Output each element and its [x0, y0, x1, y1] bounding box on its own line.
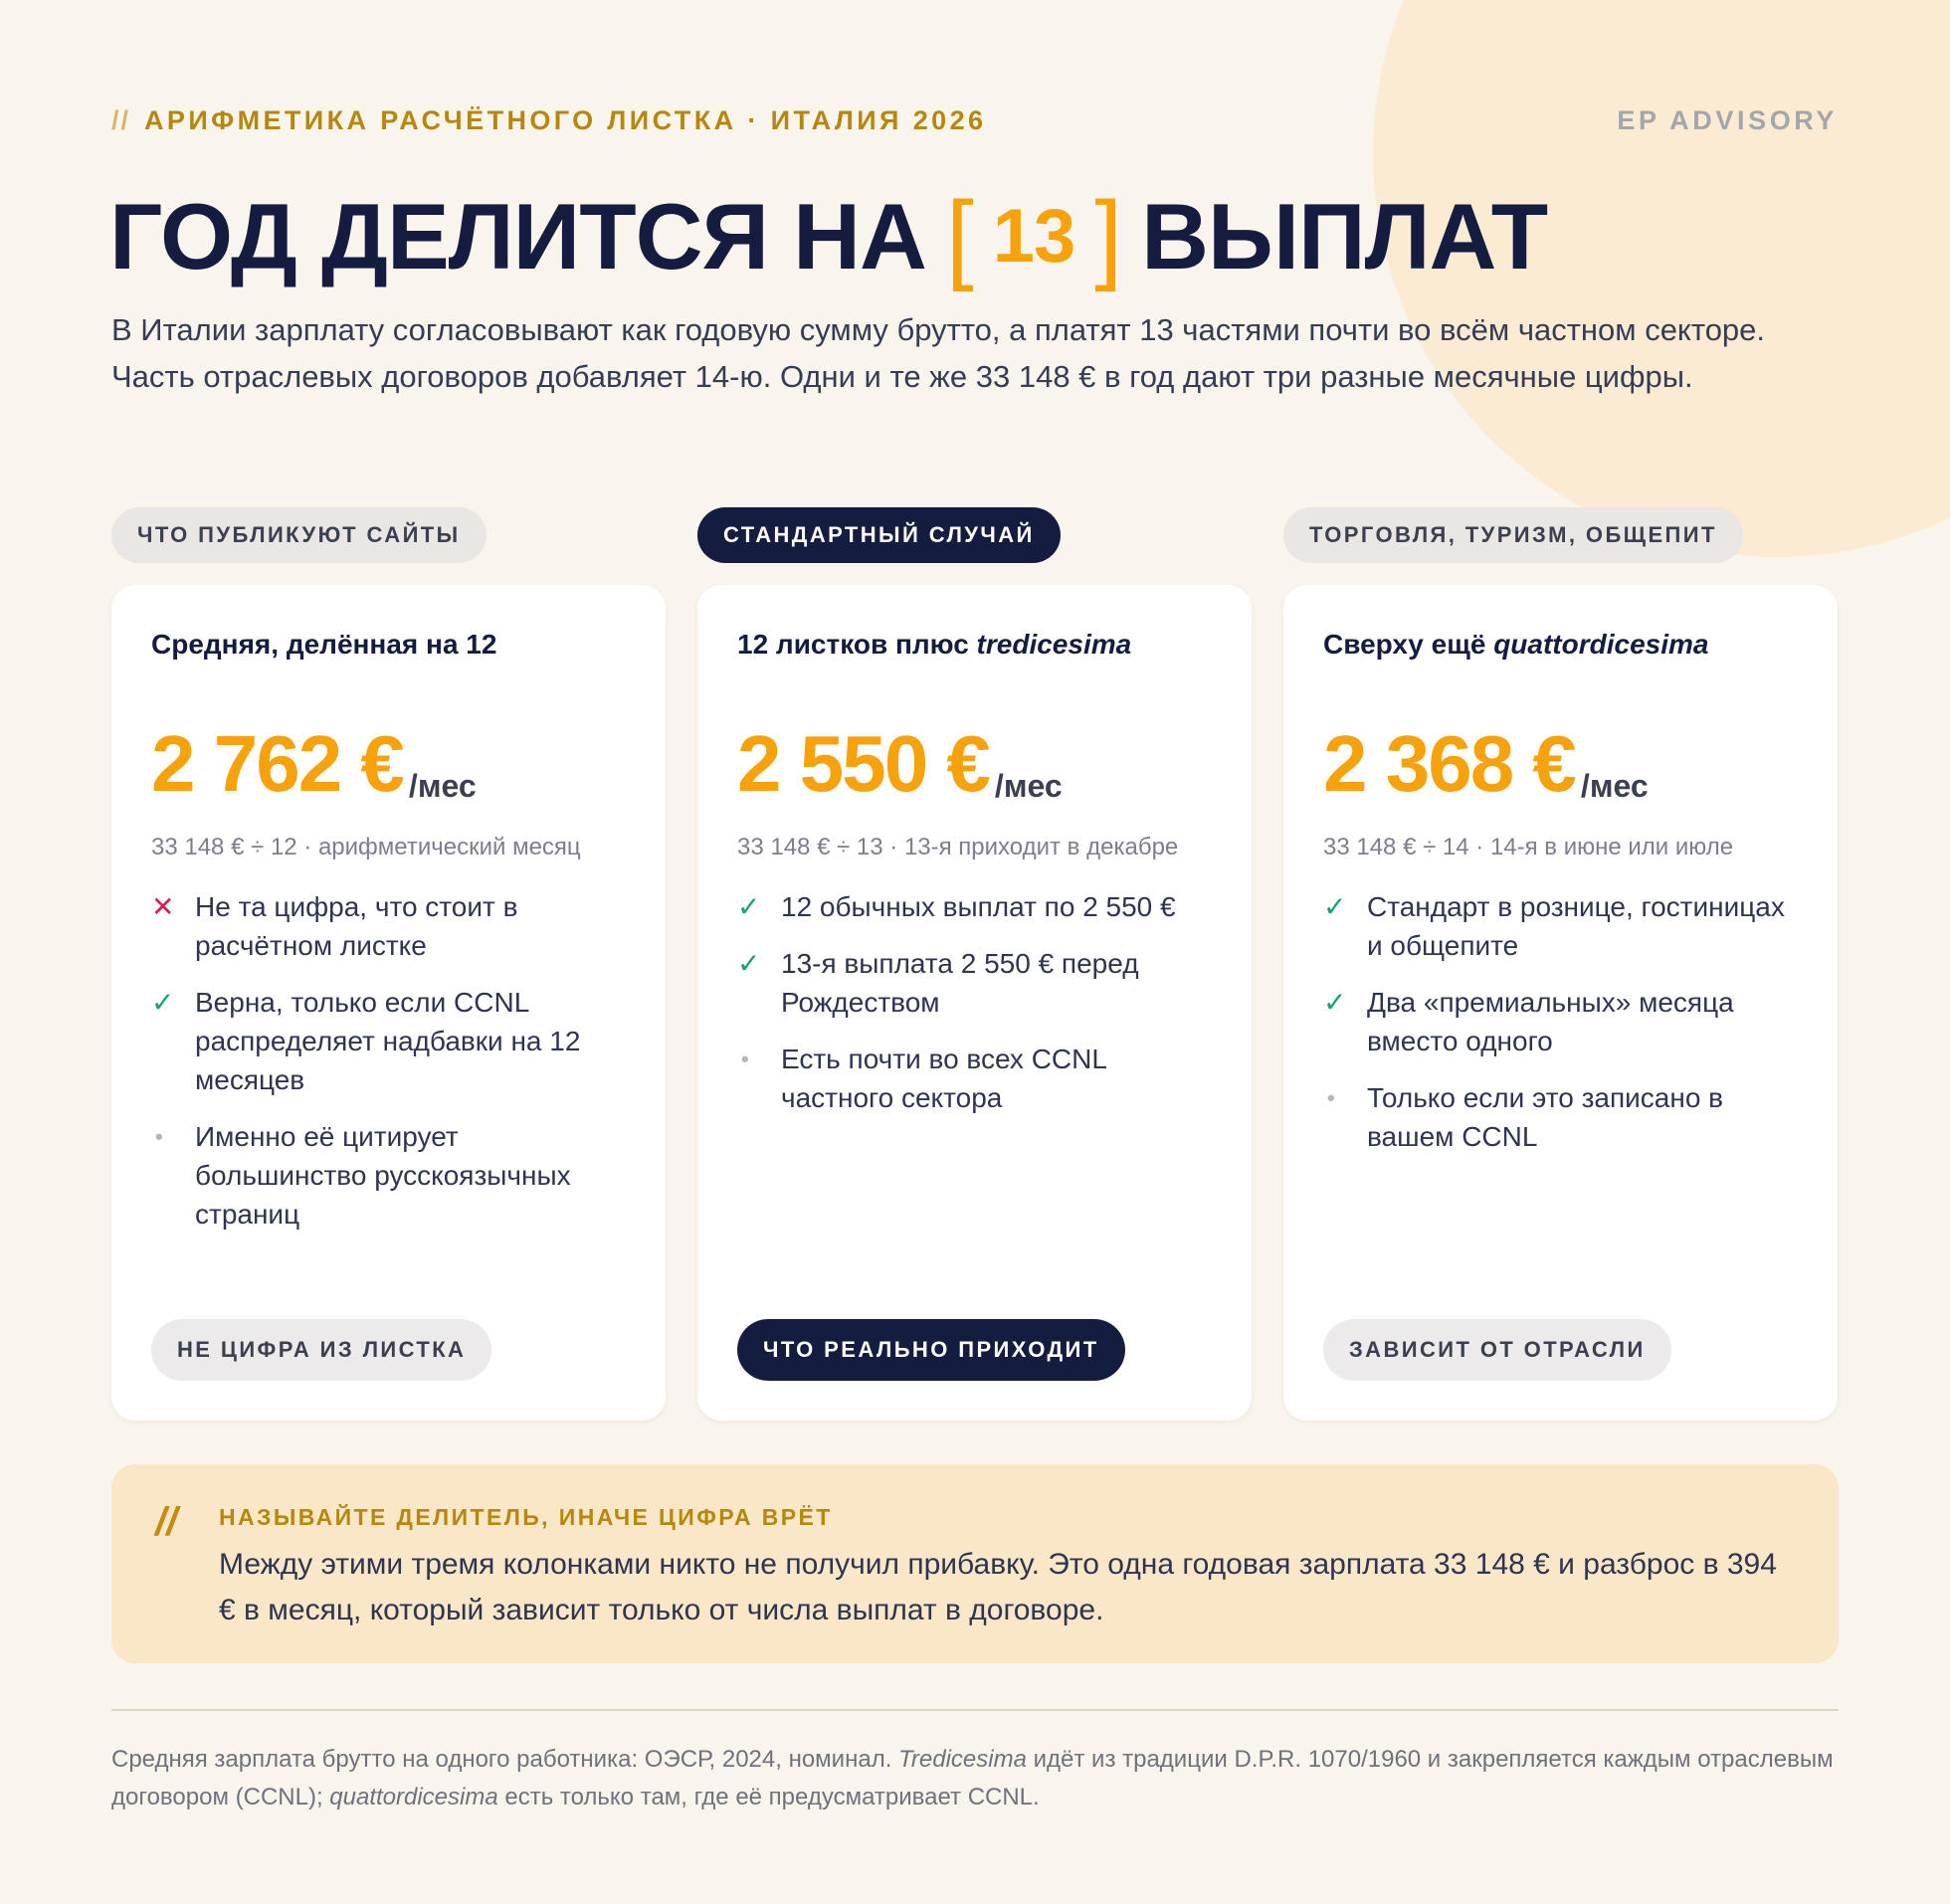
kicker-slashes: // — [111, 105, 131, 135]
check-icon: ✓ — [1323, 891, 1347, 922]
calculation-note: 33 148 € ÷ 12 · арифметический месяц — [151, 834, 581, 860]
monthly-amount: 2 550 € — [737, 719, 989, 808]
footnote-term-tredicesima: Tredicesima — [898, 1746, 1027, 1773]
callout-box — [111, 1464, 1839, 1663]
amount-row — [1323, 712, 1798, 812]
bullet-item — [1323, 1078, 1798, 1156]
divider — [111, 1709, 1839, 1711]
bullet-text: Два «премиальных» месяца вместо одного — [1367, 987, 1734, 1056]
kicker-text: АРИФМЕТИКА РАСЧЁТНОГО ЛИСТКА · ИТАЛИЯ 2026 — [144, 105, 987, 135]
card-heading — [1323, 625, 1798, 665]
bullet-text: Именно её цитирует большинство русскоязычных страниц — [195, 1121, 571, 1230]
cross-icon: ✕ — [151, 891, 175, 922]
card-badge-depends-on-industry: ЗАВИСИТ ОТ ОТРАСЛИ — [1323, 1319, 1671, 1381]
bullet-list — [1323, 887, 1798, 1156]
bullet-item — [151, 887, 626, 965]
bullet-item — [151, 983, 626, 1099]
callout-text: Между этими тремя колонками никто не получил прибавку. Это одна годовая зарплата 33 148 € и разброс в 394 € в месяц, который зависит только от числа выплат в договоре. — [219, 1548, 1777, 1626]
card-heading-text: 12 листков плюс — [737, 629, 977, 660]
bullet-item — [737, 887, 1212, 926]
check-icon: ✓ — [1323, 987, 1347, 1018]
footnote-text: есть только там, где её предусматривает CCNL. — [497, 1784, 1040, 1810]
column-tag-standard: СТАНДАРТНЫЙ СЛУЧАЙ — [697, 507, 1061, 563]
bullet-text: Не та цифра, что стоит в расчётном листке — [195, 891, 518, 961]
bullet-text: Есть почти во всех CCNL частного сектора — [781, 1044, 1106, 1113]
amount-row — [737, 712, 1212, 812]
bullet-text: Стандарт в рознице, гостиницах и общепите — [1367, 891, 1785, 961]
title-part-2: ВЫПЛАТ — [1141, 184, 1548, 288]
card-badge-not-payslip: НЕ ЦИФРА ИЗ ЛИСТКА — [151, 1319, 491, 1381]
title-bracket-open: [ — [945, 181, 973, 292]
lead-paragraph: В Италии зарплату согласовывают как годовую сумму брутто, а платят 13 частями почти во всём частном секторе. Часть отраслевых договоров добавляет 14-ю. Одни и те же 33 148 € в год дают три разные месячные цифры. — [111, 312, 1766, 394]
title-bracket-close: ] — [1094, 181, 1122, 292]
title-number-group — [945, 181, 1122, 292]
bullet-text: 13-я выплата 2 550 € перед Рождеством — [781, 948, 1139, 1018]
column-tag-sites: ЧТО ПУБЛИКУЮТ САЙТЫ — [111, 507, 487, 563]
card-heading-text: Сверху ещё — [1323, 629, 1494, 660]
card-heading-italic: quattordicesima — [1493, 629, 1709, 660]
title-number: 13 — [992, 194, 1075, 279]
bullet-list — [737, 887, 1212, 1117]
card-heading-italic: tredicesima — [976, 629, 1132, 660]
per-month-label: /мес — [994, 768, 1063, 804]
card-badge-actual-payment: ЧТО РЕАЛЬНО ПРИХОДИТ — [737, 1319, 1125, 1381]
bullet-text: Только если это записано в вашем CCNL — [1367, 1082, 1724, 1152]
title-part-1: ГОД ДЕЛИТСЯ НА — [109, 184, 926, 288]
bullet-item — [151, 1117, 626, 1234]
page-title — [109, 181, 1548, 292]
footnote-text: идёт из традиции D.P.R. 1070/1960 и закрепляется каждым отраслевым договором (CCNL); — [111, 1746, 1834, 1810]
bullet-text: Верна, только если CCNL распределяет надбавки на 12 месяцев — [195, 987, 581, 1095]
monthly-amount: 2 762 € — [151, 719, 403, 808]
bullet-item — [737, 944, 1212, 1022]
brand-name: EP ADVISORY — [1617, 105, 1838, 135]
bullet-item — [1323, 887, 1798, 965]
dot-icon: • — [155, 1124, 163, 1149]
footnote — [111, 1741, 1839, 1816]
bullet-item — [737, 1040, 1212, 1117]
per-month-label: /мес — [408, 768, 477, 804]
column-tag-trade: ТОРГОВЛЯ, ТУРИЗМ, ОБЩЕПИТ — [1283, 507, 1743, 563]
callout-slashes-icon: // — [155, 1500, 178, 1544]
calculation-note: 33 148 € ÷ 13 · 13-я приходит в декабре — [737, 834, 1179, 860]
amount-row — [151, 712, 626, 812]
dot-icon: • — [741, 1047, 749, 1071]
footnote-text: Средняя зарплата брутто на одного работника: ОЭСР, 2024, номинал. — [111, 1746, 899, 1773]
card-heading — [737, 625, 1212, 665]
card-heading-text: Средняя, делённая на 12 — [151, 629, 497, 660]
card-tredicesima — [697, 585, 1252, 1421]
card-heading — [151, 625, 626, 665]
bullet-item — [1323, 983, 1798, 1060]
check-icon: ✓ — [737, 891, 761, 922]
check-icon: ✓ — [151, 987, 175, 1018]
card-divided-by-12 — [111, 585, 666, 1421]
check-icon: ✓ — [737, 948, 761, 979]
bullet-list — [151, 887, 626, 1234]
card-quattordicesima — [1283, 585, 1838, 1421]
callout-title: НАЗЫВАЙТЕ ДЕЛИТЕЛЬ, ИНАЧЕ ЦИФРА ВРЁТ — [219, 1504, 833, 1530]
kicker — [111, 105, 986, 136]
dot-icon: • — [1327, 1085, 1335, 1110]
monthly-amount: 2 368 € — [1323, 719, 1575, 808]
footnote-term-quattordicesima: quattordicesima — [329, 1784, 498, 1810]
calculation-note: 33 148 € ÷ 14 · 14-я в июне или июле — [1323, 834, 1734, 860]
per-month-label: /мес — [1580, 768, 1649, 804]
bullet-text: 12 обычных выплат по 2 550 € — [781, 891, 1176, 922]
